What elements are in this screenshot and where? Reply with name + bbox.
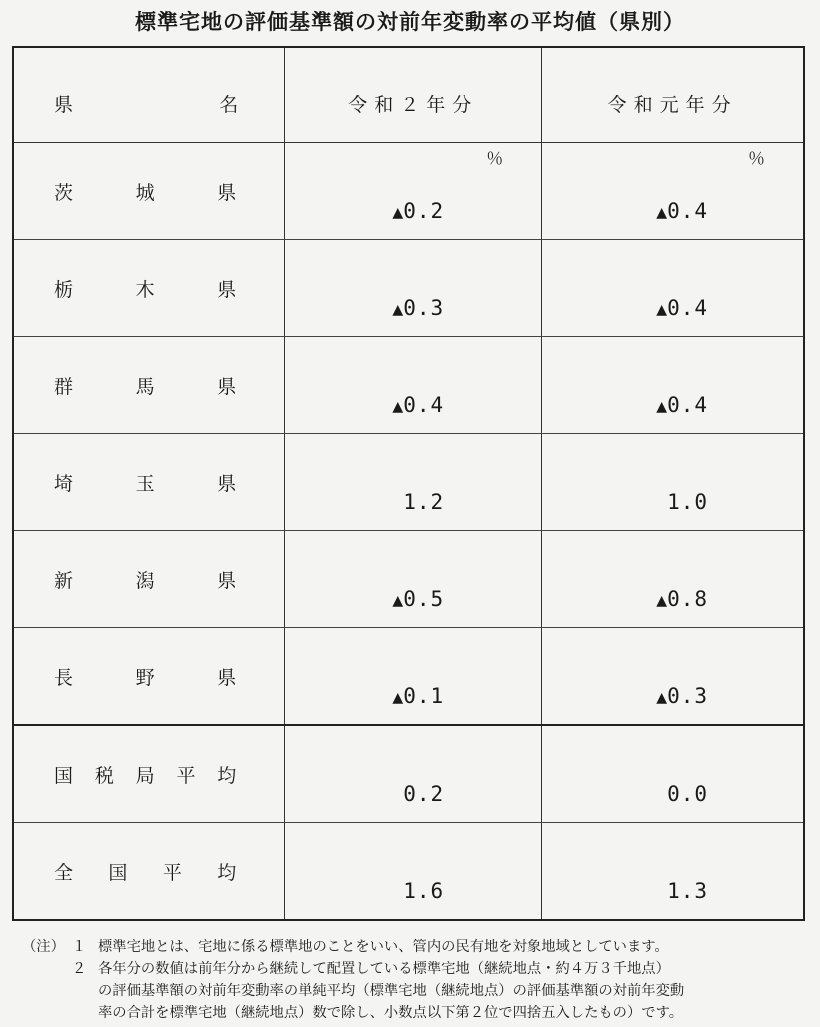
unit-label: ％ (748, 149, 765, 169)
pref-char: 平 (176, 764, 196, 787)
pref-char: 潟 (135, 569, 155, 592)
pref-char: 長 (54, 666, 74, 689)
r1-value: ▲0.4 (656, 199, 708, 223)
table-row (13, 337, 804, 434)
r1-value: 0.0 (667, 782, 708, 806)
table-row (13, 143, 804, 240)
table-row (13, 725, 804, 823)
r2-value: ▲0.4 (392, 393, 445, 417)
note-text: の評価基準額の対前年変動率の単純平均（標準宅地（継続地点）の評価基準額の対前年変動 (98, 983, 685, 999)
pref-char: 均 (217, 764, 237, 787)
pref-char: 全 (54, 861, 74, 884)
r1-value: ▲0.3 (656, 684, 708, 708)
pref-char: 埼 (54, 472, 74, 495)
decrease-mark: ▲ (656, 202, 668, 223)
note-number: １ (72, 939, 87, 955)
header-pref-char: 県 (54, 94, 74, 116)
pref-char: 城 (135, 181, 155, 204)
pref-char: 県 (217, 278, 237, 301)
footnote-2 (22, 958, 812, 980)
pref-name (14, 178, 284, 205)
header-pref-cell (13, 47, 285, 143)
r2-value: ▲0.2 (392, 199, 445, 223)
table-header-row (13, 47, 804, 143)
decrease-mark: ▲ (656, 396, 668, 417)
table-row (13, 434, 804, 531)
pref-char: 県 (217, 181, 237, 204)
header-r2-label: 令和２年分 (348, 94, 479, 116)
pref-name (14, 469, 284, 496)
pref-char: 県 (217, 472, 237, 495)
pref-name (14, 566, 284, 593)
r1-value: ▲0.8 (656, 587, 708, 611)
pref-char: 国 (54, 764, 74, 787)
table-row (13, 823, 804, 921)
header-r1-label: 令和元年分 (607, 94, 738, 116)
note-number: ２ (72, 961, 87, 977)
note-text: 率の合計を標準宅地（継続地点）数で除し、小数点以下第２位で四捨五入したもの）です。 (98, 1005, 684, 1021)
r2-value: 1.6 (403, 879, 445, 903)
pref-char: 県 (217, 569, 237, 592)
pref-name (14, 275, 284, 302)
pref-name (14, 858, 284, 885)
decrease-mark: ▲ (392, 687, 404, 708)
rate-table (12, 46, 805, 921)
table-row (13, 531, 804, 628)
pref-char: 平 (162, 861, 182, 884)
header-pref-char: 名 (219, 94, 239, 116)
footnote-1 (22, 936, 812, 958)
pref-name (14, 372, 284, 399)
pref-char: 野 (135, 666, 155, 689)
pref-name (14, 663, 284, 690)
pref-name (14, 761, 284, 788)
decrease-mark: ▲ (656, 687, 668, 708)
pref-char: 税 (94, 764, 114, 787)
page-title: 標準宅地の評価基準額の対前年変動率の平均値（県別） (135, 10, 685, 34)
pref-char: 局 (135, 764, 155, 787)
decrease-mark: ▲ (392, 590, 404, 611)
decrease-mark: ▲ (392, 202, 404, 223)
r2-value: 1.2 (403, 490, 445, 514)
note-text: 各年分の数値は前年分から継続して配置している標準宅地（継続地点・約４万３千地点） (98, 961, 670, 977)
pref-char: 国 (108, 861, 128, 884)
footnotes (22, 936, 812, 1024)
header-r1-cell (542, 47, 804, 169)
pref-char: 栃 (54, 278, 74, 301)
decrease-mark: ▲ (392, 396, 404, 417)
r2-value: 0.2 (403, 782, 445, 806)
pref-char: 県 (217, 666, 237, 689)
note-label: （注） (22, 939, 65, 955)
r1-value: ▲0.4 (656, 296, 708, 320)
r2-value: ▲0.1 (392, 684, 445, 708)
table-row (13, 240, 804, 337)
r1-value: 1.3 (667, 879, 708, 903)
r1-value: ▲0.4 (656, 393, 708, 417)
note-text: 標準宅地とは、宅地に係る標準地のことをいい、管内の民有地を対象地域としています。 (98, 939, 669, 955)
pref-char: 茨 (54, 181, 74, 204)
decrease-mark: ▲ (656, 299, 668, 320)
unit-label: ％ (486, 149, 504, 169)
table-row (13, 628, 804, 726)
pref-char: 県 (217, 375, 237, 398)
header-r2-cell (285, 47, 542, 169)
pref-char: 玉 (135, 472, 155, 495)
pref-char: 木 (135, 278, 155, 301)
pref-char: 新 (54, 569, 74, 592)
r1-value: 1.0 (667, 490, 708, 514)
r2-value: ▲0.5 (392, 587, 445, 611)
r2-value: ▲0.3 (392, 296, 445, 320)
decrease-mark: ▲ (392, 299, 404, 320)
pref-char: 均 (217, 861, 237, 884)
decrease-mark: ▲ (656, 590, 668, 611)
pref-char: 群 (54, 375, 74, 398)
pref-char: 馬 (135, 375, 155, 398)
